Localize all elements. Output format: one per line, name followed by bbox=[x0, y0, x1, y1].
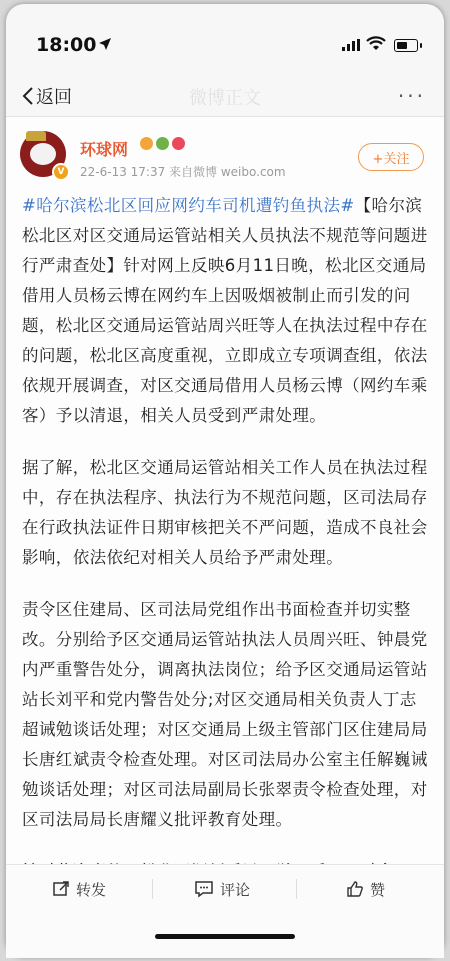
thumbs-up-icon bbox=[346, 880, 364, 898]
home-indicator bbox=[155, 934, 295, 939]
like-label: 赞 bbox=[370, 880, 386, 899]
location-arrow-icon bbox=[98, 37, 112, 51]
wifi-icon bbox=[366, 37, 386, 51]
repost-icon bbox=[52, 880, 70, 898]
divider bbox=[152, 879, 153, 899]
more-button[interactable]: ··· bbox=[397, 84, 426, 108]
verified-badge-icon: V bbox=[52, 163, 70, 181]
username[interactable]: 环球网 bbox=[80, 140, 129, 159]
action-bar bbox=[6, 864, 444, 958]
post-meta: 22-6-13 17:37 来自微博 weibo.com bbox=[80, 165, 286, 179]
paragraph-text: 【哈尔滨松北区对区交通局运管站相关人员执法不规范等问题进行严肃查处】针对网上反映6月11日晚，松北区交通局借用人员杨云博在网约车上因吸烟被制止而引发的问题，松北区交通局运管站周兴旺等人在执法过程中存在的问题，松北区高度重视，立即成立专项调查组，依法依规开展调查，对区交通局借用人员杨云博（网约车乘客）予以清退，相关人员受到严肃处理。 bbox=[22, 196, 428, 425]
post-body bbox=[22, 191, 430, 909]
status-time: 18:00 bbox=[36, 34, 97, 56]
post-paragraph: 据了解，松北区交通局运管站相关工作人员在执法过程中，存在执法程序、执法行为不规范问题，区司法局存在行政执法证件日期审核把关不严问题，造成不良社会影响，依法依纪对相关人员给予严肃处理。 bbox=[22, 458, 428, 567]
page-title: 微博正文 bbox=[189, 88, 261, 109]
back-label: 返回 bbox=[36, 87, 72, 108]
repost-button[interactable] bbox=[52, 877, 106, 901]
medal-badge-icon bbox=[140, 137, 153, 150]
hashtag-link[interactable]: #哈尔滨松北区回应网约车司机遭钓鱼执法# bbox=[22, 196, 355, 215]
post-content bbox=[6, 117, 444, 864]
phone-screen bbox=[6, 4, 444, 957]
divider bbox=[296, 879, 297, 899]
battery-icon bbox=[394, 39, 418, 52]
status-bar bbox=[6, 4, 444, 76]
post-paragraph bbox=[22, 191, 430, 431]
comment-button[interactable] bbox=[194, 877, 250, 901]
user-badges bbox=[140, 137, 185, 150]
cellular-signal-icon bbox=[342, 39, 360, 51]
fan-badge-icon bbox=[172, 137, 185, 150]
like-button[interactable] bbox=[346, 877, 385, 901]
post-paragraph: 责令区住建局、区司法局党组作出书面检查并切实整改。分别给予区交通局运管站执法人员周兴旺、钟晨党内严重警告处分，调离执法岗位；给予区交通局运管站站长刘平和党内警告处分;对区交通局相关负责人丁志超诫勉谈话处理；对区交通局上级主管部门区住建局局长唐红斌责令检查处理。对区司法局办公室主任解巍诫勉谈话处理；对区司法局副局长张翠责令检查处理，对区司法局局长唐耀义批评教育处理。 bbox=[22, 600, 428, 829]
hat-badge-icon bbox=[156, 137, 169, 150]
repost-label: 转发 bbox=[76, 880, 107, 899]
comment-icon bbox=[194, 880, 214, 898]
comment-label: 评论 bbox=[220, 880, 251, 899]
nav-bar bbox=[6, 76, 444, 117]
follow-button[interactable]: +关注 bbox=[358, 143, 424, 171]
